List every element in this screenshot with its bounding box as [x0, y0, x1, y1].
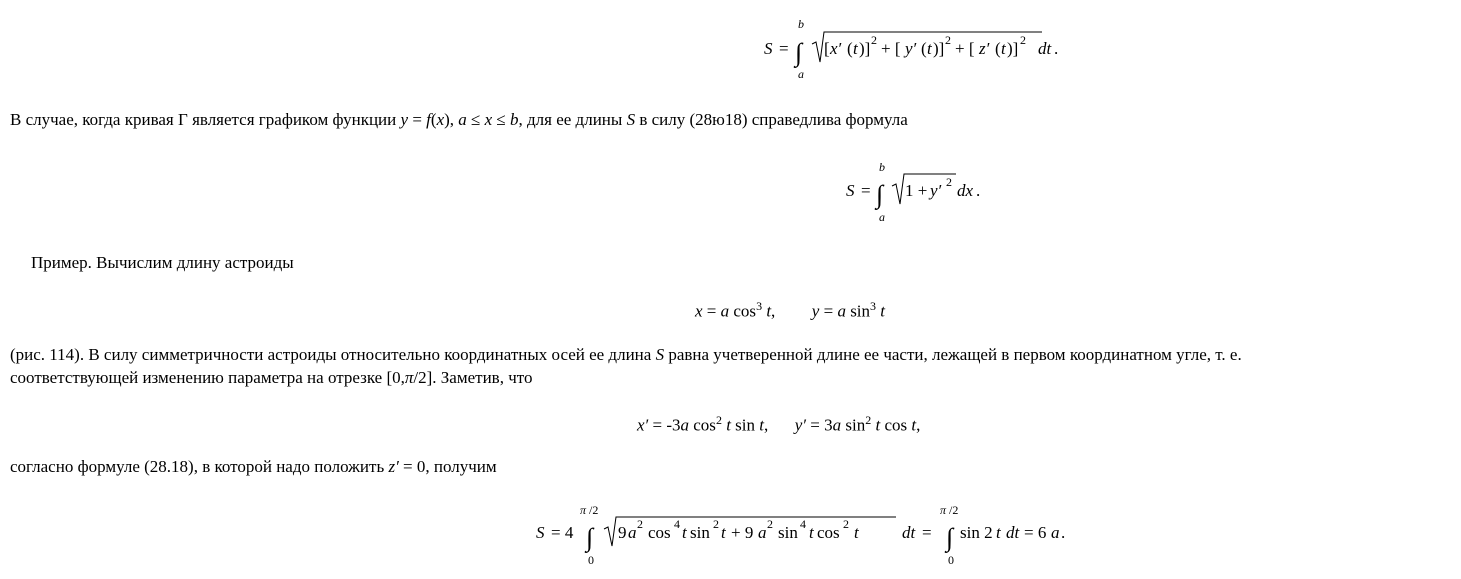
svg-text:dt: dt: [1038, 39, 1052, 58]
paragraph-symmetry: [10, 344, 1242, 366]
svg-text:a: a: [879, 210, 885, 224]
formula-arc-length-graph: [846, 158, 986, 231]
text-run: sin: [845, 301, 871, 321]
svg-text:S: S: [536, 523, 545, 542]
math-t: t: [876, 301, 886, 321]
text-run: равна учетверенной длине ее части, лежащей в первом координатном угле, т. е.: [664, 345, 1242, 364]
svg-text:sin: sin: [690, 523, 710, 542]
svg-text:t: t: [853, 39, 858, 58]
svg-text:∫: ∫: [876, 180, 884, 209]
svg-text:π: π: [580, 503, 587, 517]
svg-text:sin: sin: [778, 523, 798, 542]
svg-text:4: 4: [800, 517, 806, 531]
svg-text:2: 2: [945, 33, 951, 47]
svg-text:[: [: [824, 39, 830, 58]
svg-text:t: t: [682, 523, 687, 542]
math-a: a: [720, 301, 730, 321]
svg-text:t: t: [854, 523, 859, 542]
svg-text:a: a: [1051, 523, 1060, 542]
text-run: =: [408, 110, 427, 129]
svg-text:S: S: [846, 181, 855, 200]
paragraph-example: [31, 252, 294, 274]
math-a: a: [680, 415, 690, 435]
exponent: 3: [870, 299, 877, 313]
svg-text:2: 2: [871, 33, 877, 47]
formula-astroid: [695, 299, 885, 322]
svg-text:)]: )]: [859, 39, 871, 58]
text-run: , для ее длины: [518, 110, 627, 129]
svg-text:a: a: [798, 67, 804, 81]
text-run: ),: [444, 110, 459, 129]
svg-text:a: a: [758, 523, 767, 542]
text-run: cos: [880, 415, 912, 435]
svg-text:(: (: [847, 39, 853, 58]
text-run: ,: [771, 301, 776, 321]
svg-text:0: 0: [948, 553, 954, 567]
math-S: S: [626, 110, 636, 129]
text-run: =: [702, 301, 721, 321]
svg-text:a: a: [628, 523, 637, 542]
svg-text:=: =: [779, 39, 789, 58]
text-run: = -3: [648, 415, 681, 435]
text-run: Пример. Вычислим длину астроиды: [31, 253, 294, 272]
svg-text:sin 2: sin 2: [960, 523, 993, 542]
formula-derivatives: [637, 413, 920, 436]
svg-text:+ [: + [: [955, 39, 975, 58]
svg-text:∫: ∫: [586, 523, 594, 552]
svg-text:t: t: [721, 523, 726, 542]
svg-text:y′: y′: [905, 39, 917, 58]
math-b: b: [510, 110, 519, 129]
text-run: =: [819, 301, 838, 321]
svg-text:=: =: [922, 523, 932, 542]
svg-text:∫: ∫: [795, 38, 803, 67]
text-run: ,: [764, 415, 769, 435]
math-y: y: [400, 110, 409, 129]
math-a: a: [832, 415, 842, 435]
svg-text:+ [: + [: [881, 39, 901, 58]
svg-text:2: 2: [713, 517, 719, 531]
math-t: t: [762, 301, 772, 321]
math-f: f: [426, 110, 431, 129]
math-t: t: [721, 415, 731, 435]
math-t: t: [759, 415, 764, 435]
svg-text:2: 2: [843, 517, 849, 531]
svg-text:(: (: [995, 39, 1001, 58]
math-x: x: [695, 301, 703, 321]
math-t: t: [911, 415, 917, 435]
svg-text:)]: )]: [933, 39, 945, 58]
math-z-prime: z′: [388, 457, 399, 476]
svg-text:= 6: = 6: [1024, 523, 1047, 542]
text-run: cos: [689, 415, 716, 435]
svg-text:t: t: [927, 39, 932, 58]
paragraph-curve-graph: [10, 109, 908, 131]
text-run: /2]. Заметив, что: [413, 368, 533, 387]
math-y: y: [811, 301, 820, 321]
svg-text:y′: y′: [930, 181, 942, 200]
math-x: x: [484, 110, 493, 129]
svg-text:.: .: [976, 181, 981, 200]
svg-text:cos: cos: [817, 523, 840, 542]
svg-text:t: t: [996, 523, 1001, 542]
svg-text:= 4: = 4: [551, 523, 574, 542]
svg-text:1 +: 1 +: [905, 181, 928, 200]
math-x: x: [436, 110, 445, 129]
text-run: (: [430, 110, 437, 129]
math-t: t: [871, 415, 881, 435]
svg-text:/2: /2: [949, 503, 959, 517]
svg-text:2: 2: [767, 517, 773, 531]
svg-text:+ 9: + 9: [731, 523, 754, 542]
svg-text:∫: ∫: [946, 523, 954, 552]
svg-text:b: b: [879, 160, 885, 174]
svg-text:x′: x′: [830, 39, 842, 58]
text-run: sin: [841, 415, 866, 435]
svg-text:z′: z′: [979, 39, 990, 58]
formula-astroid-length-result: [536, 500, 1076, 577]
svg-text:=: =: [861, 181, 871, 200]
math-a: a: [837, 301, 846, 321]
svg-text:2: 2: [946, 175, 952, 189]
svg-text:t: t: [809, 523, 814, 542]
exponent: 2: [865, 413, 872, 427]
text-run: ≤: [466, 110, 485, 129]
svg-text:0: 0: [588, 553, 594, 567]
math-a: a: [458, 110, 467, 129]
text-run: в силу (28ю18) справедлива формула: [635, 110, 908, 129]
exponent: 2: [715, 413, 722, 427]
math-S: S: [655, 345, 665, 364]
paragraph-according-formula: [10, 456, 497, 478]
svg-text:2: 2: [1020, 33, 1026, 47]
svg-text:.: .: [1061, 523, 1066, 542]
svg-text:/2: /2: [589, 503, 599, 517]
text-run: соответствующей изменению параметра на отрезке [0,: [10, 368, 405, 387]
svg-text:dt: dt: [1006, 523, 1020, 542]
paragraph-parameter-segment: [10, 367, 532, 389]
svg-text:cos: cos: [648, 523, 671, 542]
svg-text:S: S: [764, 39, 773, 58]
svg-text:4: 4: [674, 517, 680, 531]
math-pi: π: [404, 368, 414, 387]
text-run: ,: [916, 415, 921, 435]
svg-text:dt: dt: [902, 523, 916, 542]
text-run: cos: [729, 301, 757, 321]
text-run: (рис. 114). В силу симметричности астроиды относительно координатных осей ее длина: [10, 345, 656, 364]
svg-text:.: .: [1054, 39, 1059, 58]
svg-text:(: (: [921, 39, 927, 58]
svg-text:2: 2: [637, 517, 643, 531]
exponent: 3: [756, 299, 763, 313]
formula-arc-length-space: [764, 14, 1074, 89]
svg-text:π: π: [940, 503, 947, 517]
math-x-prime: x′: [637, 415, 649, 435]
svg-text:b: b: [798, 17, 804, 31]
text-run: sin: [730, 415, 760, 435]
text-run: согласно формуле (28.18), в которой надо положить: [10, 457, 389, 476]
svg-text:9: 9: [618, 523, 627, 542]
text-run: ≤: [492, 110, 511, 129]
text-run: = 0, получим: [398, 457, 497, 476]
svg-text:dx: dx: [957, 181, 974, 200]
math-y-prime: y′: [794, 415, 807, 435]
text-run: В случае, когда кривая Г является графиком функции: [10, 110, 401, 129]
svg-text:)]: )]: [1007, 39, 1019, 58]
text-run: = 3: [806, 415, 833, 435]
svg-text:t: t: [1001, 39, 1006, 58]
